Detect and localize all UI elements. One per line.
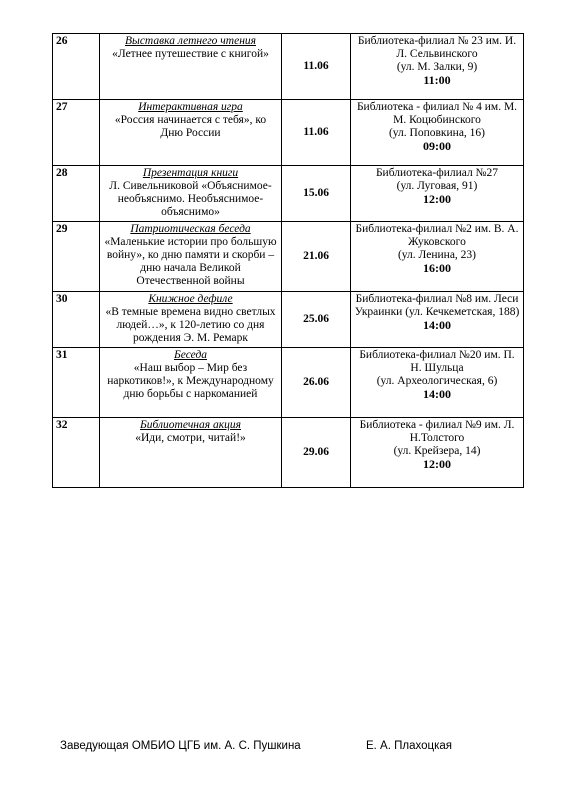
library-address: (ул. Поповкина, 16): [388, 127, 486, 139]
row-number: 29: [53, 222, 100, 292]
event-name: «Наш выбор – Мир без наркотиков!», к Международному дню борьбы с наркоманией: [107, 362, 274, 400]
event-cell: [100, 292, 282, 348]
event-type: Презентация книги: [142, 167, 239, 179]
row-number: 27: [53, 100, 100, 166]
event-name: «В темные времена видно светлых людей…», к 120-летию со дня рождения Э. М. Ремарк: [105, 306, 276, 344]
table-row: [53, 34, 524, 100]
event-time: 11:00: [423, 73, 451, 87]
event-type: Патриотическая беседа: [130, 223, 251, 235]
library-name: Библиотека-филиал № 23 им. И. Л. Сельвинского: [357, 35, 517, 60]
event-date: 29.06: [282, 418, 351, 488]
event-date: 26.06: [282, 348, 351, 418]
library-name: Библиотека - филиал №9 им. Л. Н.Толстого: [359, 419, 515, 444]
library-address: (ул. Ленина, 23): [397, 249, 477, 261]
event-cell: [100, 348, 282, 418]
library-name: Библиотека-филиал №20 им. П. Н. Шульца: [359, 349, 515, 374]
table-row: [53, 166, 524, 222]
event-date: 25.06: [282, 292, 351, 348]
library-address: (ул. М. Залки, 9): [396, 61, 478, 73]
library-address: (ул. Археологическая, 6): [376, 375, 498, 387]
row-number: 30: [53, 292, 100, 348]
event-cell: [100, 100, 282, 166]
event-name: «Маленькие истории про большую войну», ко дню памяти и скорби – дню начала Великой Отечественной войны: [104, 236, 277, 287]
events-table-body: [53, 34, 524, 488]
library-name: Библиотека - филиал № 4 им. М. М. Коцюбинского: [356, 101, 518, 126]
event-name: Л. Сивельниковой «Объяснимое-необъяснимо. Необъяснимое-объяснимо»: [109, 180, 272, 218]
event-type: Интерактивная игра: [138, 101, 243, 113]
event-time: 16:00: [423, 261, 451, 275]
event-name: «Летнее путешествие с книгой»: [112, 48, 269, 60]
place-cell: [351, 292, 524, 348]
event-date: 15.06: [282, 166, 351, 222]
table-row: [53, 418, 524, 488]
table-row: [53, 100, 524, 166]
event-cell: [100, 418, 282, 488]
table-row: [53, 222, 524, 292]
event-cell: [100, 166, 282, 222]
event-cell: [100, 222, 282, 292]
events-table: [52, 33, 524, 488]
event-name: «Россия начинается с тебя», ко Дню России: [114, 114, 267, 139]
event-date: 11.06: [282, 100, 351, 166]
library-name: Библиотека-филиал №27: [375, 167, 499, 179]
place-cell: [351, 100, 524, 166]
place-cell: [351, 166, 524, 222]
library-address: (ул. Луговая, 91): [396, 180, 478, 192]
event-time: 12:00: [423, 192, 451, 206]
row-number: 31: [53, 348, 100, 418]
event-time: 09:00: [423, 139, 451, 153]
footer-signatory: Е. А. Плахоцкая: [366, 740, 453, 752]
footer-position: Заведующая ОМБИО ЦГБ им. А. С. Пушкина: [60, 740, 301, 752]
row-number: 32: [53, 418, 100, 488]
table-row: [53, 292, 524, 348]
library-name: Библиотека-филиал №2 им. В. А. Жуковского: [355, 223, 519, 248]
event-type: Книжное дефиле: [148, 293, 233, 305]
library-address: (ул. Крейзера, 14): [393, 445, 481, 457]
event-name: «Иди, смотри, читай!»: [135, 432, 246, 444]
row-number: 28: [53, 166, 100, 222]
library-name: Библиотека-филиал №8 им. Леси Украинки (ул. Кечкеметская, 188): [354, 293, 520, 318]
event-type: Библиотечная акция: [140, 419, 241, 431]
row-number: 26: [53, 34, 100, 100]
place-cell: [351, 348, 524, 418]
place-cell: [351, 34, 524, 100]
event-time: 12:00: [423, 457, 451, 471]
event-time: 14:00: [423, 387, 451, 401]
place-cell: [351, 418, 524, 488]
table-row: [53, 348, 524, 418]
event-date: 21.06: [282, 222, 351, 292]
event-time: 14:00: [423, 318, 451, 332]
event-type: Беседа: [173, 349, 208, 361]
event-type: Выставка летнего чтения: [125, 35, 256, 47]
place-cell: [351, 222, 524, 292]
event-cell: [100, 34, 282, 100]
event-date: 11.06: [282, 34, 351, 100]
